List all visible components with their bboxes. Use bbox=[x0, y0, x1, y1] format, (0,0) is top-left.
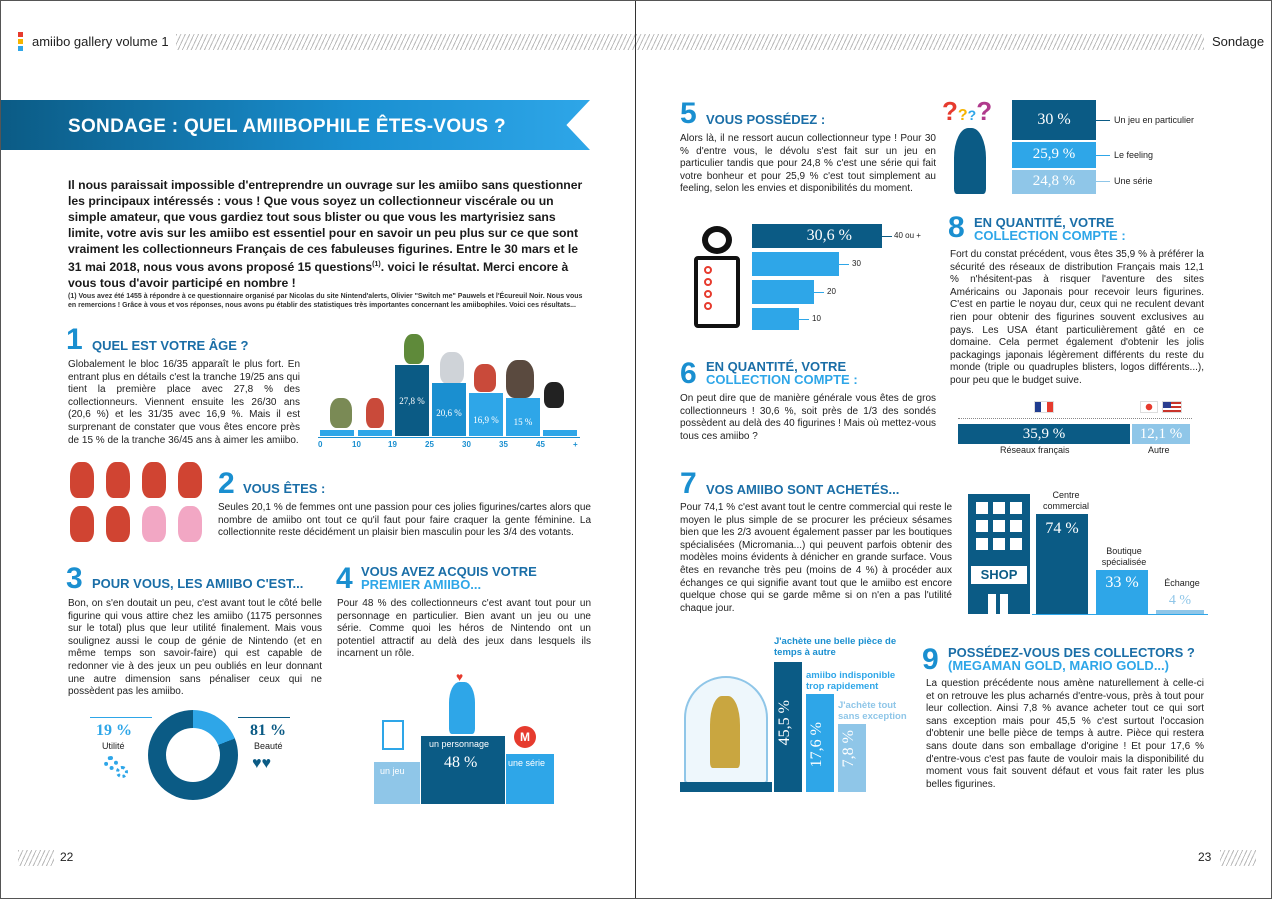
hearts-icon: ♥♥ bbox=[252, 755, 271, 772]
age-bar-45-plus bbox=[543, 430, 577, 436]
age-tick: + bbox=[573, 440, 578, 449]
intro-text bbox=[68, 177, 592, 291]
peach-figurine-icon bbox=[142, 506, 166, 542]
age-tick: 30 bbox=[462, 440, 471, 449]
section-2-body: Seules 20,1 % de femmes ont une passion pour ces jolies figurines/cartes alors que nombre de amiibo ont tout ce qu'il faut pour faire craquer la gente féminine. La collectionnite reste décidément un plaisir bien masculin pour les 3/4 des votants. bbox=[218, 502, 591, 539]
mario-figurine-icon bbox=[106, 506, 130, 542]
thinking-figurine-icon bbox=[954, 128, 986, 194]
origin-value-france: 35,9 % bbox=[1022, 426, 1066, 442]
collector-label-3: J'achète tout sans exception bbox=[838, 700, 907, 722]
section-7-number: 7 bbox=[680, 467, 697, 500]
origin-label-france: Réseaux français bbox=[1000, 445, 1070, 455]
mario-figurine-icon bbox=[70, 462, 94, 498]
quantity-chart bbox=[752, 224, 932, 330]
section-5-number: 5 bbox=[680, 97, 697, 130]
age-tick: 45 bbox=[536, 440, 545, 449]
beauty-label: Beauté bbox=[254, 741, 283, 751]
header-hatch bbox=[636, 34, 1204, 50]
podium-center-value: 48 % bbox=[444, 754, 478, 771]
age-label-35-45: 15 % bbox=[513, 417, 533, 427]
footer-hatch bbox=[1220, 850, 1256, 866]
collectors-chart bbox=[680, 634, 920, 794]
dome-base bbox=[680, 782, 772, 792]
collector-value-2: 17,6 % bbox=[808, 722, 825, 768]
possession-value-game: 30 % bbox=[1037, 111, 1071, 128]
quantity-leader bbox=[799, 319, 809, 320]
section-1-body: Globalement le bloc 16/35 apparaît le plus fort. En entrant plus en détails c'est la tranche 19/25 ans qui tient la première place avec 27,8 % des collectionneurs. Viennent ensuite les 26/30 ans (20,6 %) et les 31/35 avec 16,9 %. Mais il est surprenant de constater que vous êtes encore près de 15 % de la tranche 36/45 ans à aimer les amiibo. bbox=[68, 359, 300, 446]
figurine-icon bbox=[366, 398, 384, 428]
mario-figurine-icon bbox=[178, 462, 202, 498]
collector-label-2: amiibo indisponible trop rapidement bbox=[806, 670, 896, 692]
origin-value-other: 12,1 % bbox=[1139, 426, 1183, 442]
section-9-number: 9 bbox=[922, 643, 939, 676]
japan-flag-icon bbox=[1140, 401, 1158, 413]
section-6-title-2: COLLECTION COMPTE : bbox=[706, 372, 858, 387]
possession-leader bbox=[1096, 181, 1110, 182]
purchase-bar-exchange bbox=[1156, 610, 1204, 614]
podium-chart bbox=[374, 670, 560, 805]
mario-figurine-icon bbox=[70, 506, 94, 542]
collector-value-1: 45,5 % bbox=[776, 700, 793, 746]
quantity-tick: 10 bbox=[812, 314, 821, 323]
section-4-title-1: VOUS AVEZ ACQUIS VOTRE bbox=[361, 564, 537, 579]
figurine-icon bbox=[449, 682, 475, 734]
age-tick: 19 bbox=[388, 440, 397, 449]
figurine-icon bbox=[440, 352, 464, 384]
shop-building-icon bbox=[968, 494, 1030, 614]
quantity-bar-20 bbox=[752, 280, 814, 304]
section-1-number: 1 bbox=[66, 323, 83, 356]
podium-center-label: un personnage bbox=[429, 739, 490, 749]
purchase-label-boutique: Boutique spécialisée bbox=[1101, 546, 1147, 567]
section-5-title: VOUS POSSÉDEZ : bbox=[706, 112, 826, 127]
header-title-right: Sondage bbox=[1212, 34, 1265, 49]
purchase-label-exchange: Échange bbox=[1164, 578, 1200, 588]
section-8-body: Fort du constat précédent, vous êtes 35,9 % à préférer la sécurité des réseaux de distribution Français mais 12,1 % n'hésitent-pas à risquer l'aventure des sites Américains ou Japonais pour recevoir leurs figurines. C'est en partie le noyau dur, ceux qui ne reculent devant rien pour obtenir des figurines souvent exclusives au pays. Les USA étant particulièrement gâté en ce domaine. Cela permet également d'obtenir les jolis packagings japonais légèrement différents du reste du monde (triple ou quadruples blisters, logos différents...), pour peu que le budget suive. bbox=[950, 249, 1204, 386]
figurine-icon bbox=[404, 334, 424, 364]
possession-label-series: Une série bbox=[1114, 176, 1153, 186]
peach-figurine-icon bbox=[178, 506, 202, 542]
possession-chart bbox=[1012, 100, 1232, 196]
quantity-leader bbox=[839, 264, 849, 265]
age-tick: 10 bbox=[352, 440, 361, 449]
section-9-title-1: POSSÉDEZ-VOUS DES COLLECTORS ? bbox=[948, 645, 1195, 660]
card-icon bbox=[382, 720, 404, 750]
beauty-value: 81 % bbox=[250, 722, 286, 739]
mario-figurine-icon bbox=[106, 462, 130, 498]
figurine-icon bbox=[330, 398, 352, 428]
quantity-leader bbox=[882, 236, 892, 237]
age-axis bbox=[318, 437, 580, 438]
figurine-icon bbox=[544, 382, 564, 408]
section-2-number: 2 bbox=[218, 467, 235, 500]
section-4-title-2: PREMIER AMIIBO... bbox=[361, 577, 482, 592]
utility-value: 19 % bbox=[96, 722, 132, 739]
quantity-bar-10 bbox=[752, 308, 799, 330]
donut-leader-left bbox=[90, 717, 152, 718]
quantity-tick: 30 bbox=[852, 259, 861, 268]
podium-right-label: une série bbox=[508, 758, 546, 768]
right-page bbox=[636, 0, 1272, 899]
checklist-icon bbox=[694, 226, 740, 330]
section-6-title-1: EN QUANTITÉ, VOTRE bbox=[706, 359, 847, 374]
section-6-body: On peut dire que de manière générale vous êtes de gros collectionneurs ! 30,6 %, soit près de 1/3 des sondés possèdent au delà des 40 figurines ! Mais où mettez-vous tous ces amiibo ? bbox=[680, 393, 936, 442]
intro-body: Il nous paraissait impossible d'entreprendre un ouvrage sur les amiibo sans questionner les principaux intéressés : vous ! Que vous soyez un collectionneur viscérale ou un simple amateur, que vous gardiez tout sous blister ou que vous les martyrisiez sans limite, votre avis sur les amiibo est essentiel pour en savoir un peu plus sur ce que sont vraiment les collectionneurs Français de ces fabuleuses figurines. Entre le 30 mars et le 31 mai 2018, nous vous avons proposé 15 questions bbox=[68, 178, 583, 275]
purchase-axis bbox=[1032, 614, 1208, 615]
page-title: SONDAGE : QUEL AMIIBOPHILE ÊTES-VOUS ? bbox=[68, 116, 506, 137]
page-number-left: 22 bbox=[60, 850, 74, 864]
section-7-title: VOS AMIIBO SONT ACHETÉS... bbox=[706, 482, 900, 497]
section-3-number: 3 bbox=[66, 562, 83, 595]
question-marks-icon: ???? bbox=[942, 96, 993, 126]
quantity-bar-30 bbox=[752, 252, 839, 276]
figurine-icon bbox=[506, 360, 534, 398]
age-bar-10-19 bbox=[358, 430, 392, 436]
possession-label-feeling: Le feeling bbox=[1114, 150, 1154, 160]
section-8-title-1: EN QUANTITÉ, VOTRE bbox=[974, 215, 1115, 230]
quantity-tick: 40 ou + bbox=[894, 231, 921, 240]
origin-guide bbox=[958, 418, 1192, 419]
gears-icon bbox=[104, 756, 130, 780]
gold-figurine-icon bbox=[710, 696, 740, 768]
age-label-30-35: 16,9 % bbox=[473, 415, 499, 425]
section-6-number: 6 bbox=[680, 357, 697, 390]
origin-chart bbox=[958, 398, 1192, 458]
section-1-title: QUEL EST VOTRE ÂGE ? bbox=[92, 338, 249, 353]
footer-hatch bbox=[18, 850, 54, 866]
intro-footnote: (1) Vous avez été 1455 à répondre à ce questionnaire organisé par Nicolas du site Nintend'alerts, Olivier "Switch me" Pauwels et l'Écureuil Noir. Nous vous en remercions ! Grâce à vous et vos réponses, nous avons pu établir des statistiques très importantes concernant les amiibophiles. Voici ces résultats... bbox=[68, 293, 583, 309]
quantity-top-value: 30,6 % bbox=[806, 227, 852, 244]
origin-label-other: Autre bbox=[1148, 445, 1170, 455]
age-tick: 0 bbox=[318, 440, 323, 449]
possession-label-game: Un jeu en particulier bbox=[1114, 115, 1195, 125]
section-9-title-2: (MEGAMAN GOLD, MARIO GOLD...) bbox=[948, 658, 1169, 673]
mushroom-icon: M bbox=[514, 726, 536, 748]
purchase-chart bbox=[1032, 490, 1208, 616]
figurine-icon bbox=[474, 364, 496, 392]
section-2-title: VOUS ÊTES : bbox=[243, 481, 326, 496]
section-3-body: Bon, on s'en doutait un peu, c'est avant tout le côté belle figurine qui vous attire chez les amiibo (1175 personnes sur le total) plus que leur utilité finalement. Mais vous soulignez aussi le coup de génie de Nintendo (et en même temps son savoir-faire) qui est capable de redonner vie à des jeux un peu oubliés en leur donnant une autre dimension sans pénaliser ceux qui ne possèdent pas les amiibo. bbox=[68, 598, 322, 698]
podium-left-label: un jeu bbox=[380, 766, 405, 776]
possession-leader bbox=[1096, 120, 1110, 121]
possession-value-series: 24,8 % bbox=[1032, 173, 1076, 189]
donut-chart bbox=[148, 710, 238, 800]
section-4-number: 4 bbox=[336, 562, 353, 595]
heart-icon: ♥ bbox=[456, 670, 464, 684]
section-8-title-2: COLLECTION COMPTE : bbox=[974, 228, 1126, 243]
mario-figurine-icon bbox=[142, 462, 166, 498]
possession-leader bbox=[1096, 155, 1110, 156]
purchase-value-mall: 74 % bbox=[1045, 520, 1079, 537]
france-flag-icon bbox=[1034, 401, 1054, 413]
possession-value-feeling: 25,9 % bbox=[1032, 146, 1076, 162]
page-number-right: 23 bbox=[1198, 850, 1212, 864]
purchase-label-mall: Centre commercial bbox=[1042, 490, 1089, 511]
age-label-19-25: 27,8 % bbox=[399, 396, 425, 406]
age-bar-0-10 bbox=[320, 430, 354, 436]
utility-label: Utilité bbox=[102, 741, 125, 751]
logo-icon bbox=[18, 32, 23, 52]
section-4-body: Pour 48 % des collectionneurs c'est avant tout pour un personnage en particulier. Bien avant un jeu ou une série. Comme quoi les héros de Nintendo ont un potentiel attractif au delà des jeux dans lesquels ils incarnent un rôle. bbox=[337, 598, 591, 660]
section-5-body: Alors là, il ne ressort aucun collectionneur type ! Pour 30 % d'entre vous, le dévolu s'est fait sur un jeu en particulier tandis que pour 24,8 % c'est une série qui fait votre bonheur et pour 25,9 % c'est tout simplement au feeling, selon les envies et disponibilités du moment. bbox=[680, 133, 936, 195]
age-label-25-30: 20,6 % bbox=[436, 408, 462, 418]
header-title: amiibo gallery volume 1 bbox=[32, 34, 169, 49]
figurine-grid bbox=[66, 460, 216, 545]
purchase-value-exchange: 4 % bbox=[1168, 593, 1192, 608]
intro-body-end: . voici le résultat. Merci encore à vous tous d'avoir participé en nombre ! bbox=[68, 260, 569, 291]
shop-sign: SHOP bbox=[971, 566, 1027, 584]
collector-label-1: J'achète une belle pièce de temps à autre bbox=[774, 636, 897, 658]
section-7-body: Pour 74,1 % c'est avant tout le centre commercial qui reste le moyen le plus simple de se procurer les précieux sésames bien que les 2/3 avouent également passer par les boutiques spécialisées (Micromania...) qui peuvent parfois obtenir des modèles moins évidents à dénicher en grande surface. Vous êtes en revanche très peu (moins de 4 %) à procéder aux échanges ce qui signifie avant tout que le amiibo est encore quelque chose qui se garde même si on n'en a pas l'utilité chaque jour. bbox=[680, 502, 952, 614]
quantity-leader bbox=[814, 292, 824, 293]
collector-value-3: 7,8 % bbox=[840, 730, 857, 768]
purchase-value-boutique: 33 % bbox=[1105, 574, 1139, 591]
section-3-title: POUR VOUS, LES AMIIBO C'EST... bbox=[92, 576, 304, 591]
intro-sup: (1) bbox=[372, 261, 381, 268]
age-chart bbox=[318, 330, 580, 455]
donut-leader-right bbox=[238, 717, 290, 718]
quantity-tick: 20 bbox=[827, 287, 836, 296]
section-9-body: La question précédente nous amène naturellement à celle-ci et on retrouve les plus acharnés d'entre-vous, près à tout pour leur collection. Ainsi 7,8 % avance acheter tout ce qui sort sans exception mais pour 45,5 % c'est surtout l'occasion d'obtenir une belle pièce de temps à autre. Pièce qui restera sans doute dans son emballage d'origine ! Et pour 17,6 % d'entre-vous c'est pas faute de vouloir mais la disponibilité du moment vous fait souvent défaut et vous fait rater les plus belles figurines. bbox=[926, 678, 1204, 790]
section-8-number: 8 bbox=[948, 211, 965, 244]
header-hatch bbox=[176, 34, 636, 50]
usa-flag-icon bbox=[1162, 401, 1182, 413]
age-tick: 35 bbox=[499, 440, 508, 449]
age-tick: 25 bbox=[425, 440, 434, 449]
